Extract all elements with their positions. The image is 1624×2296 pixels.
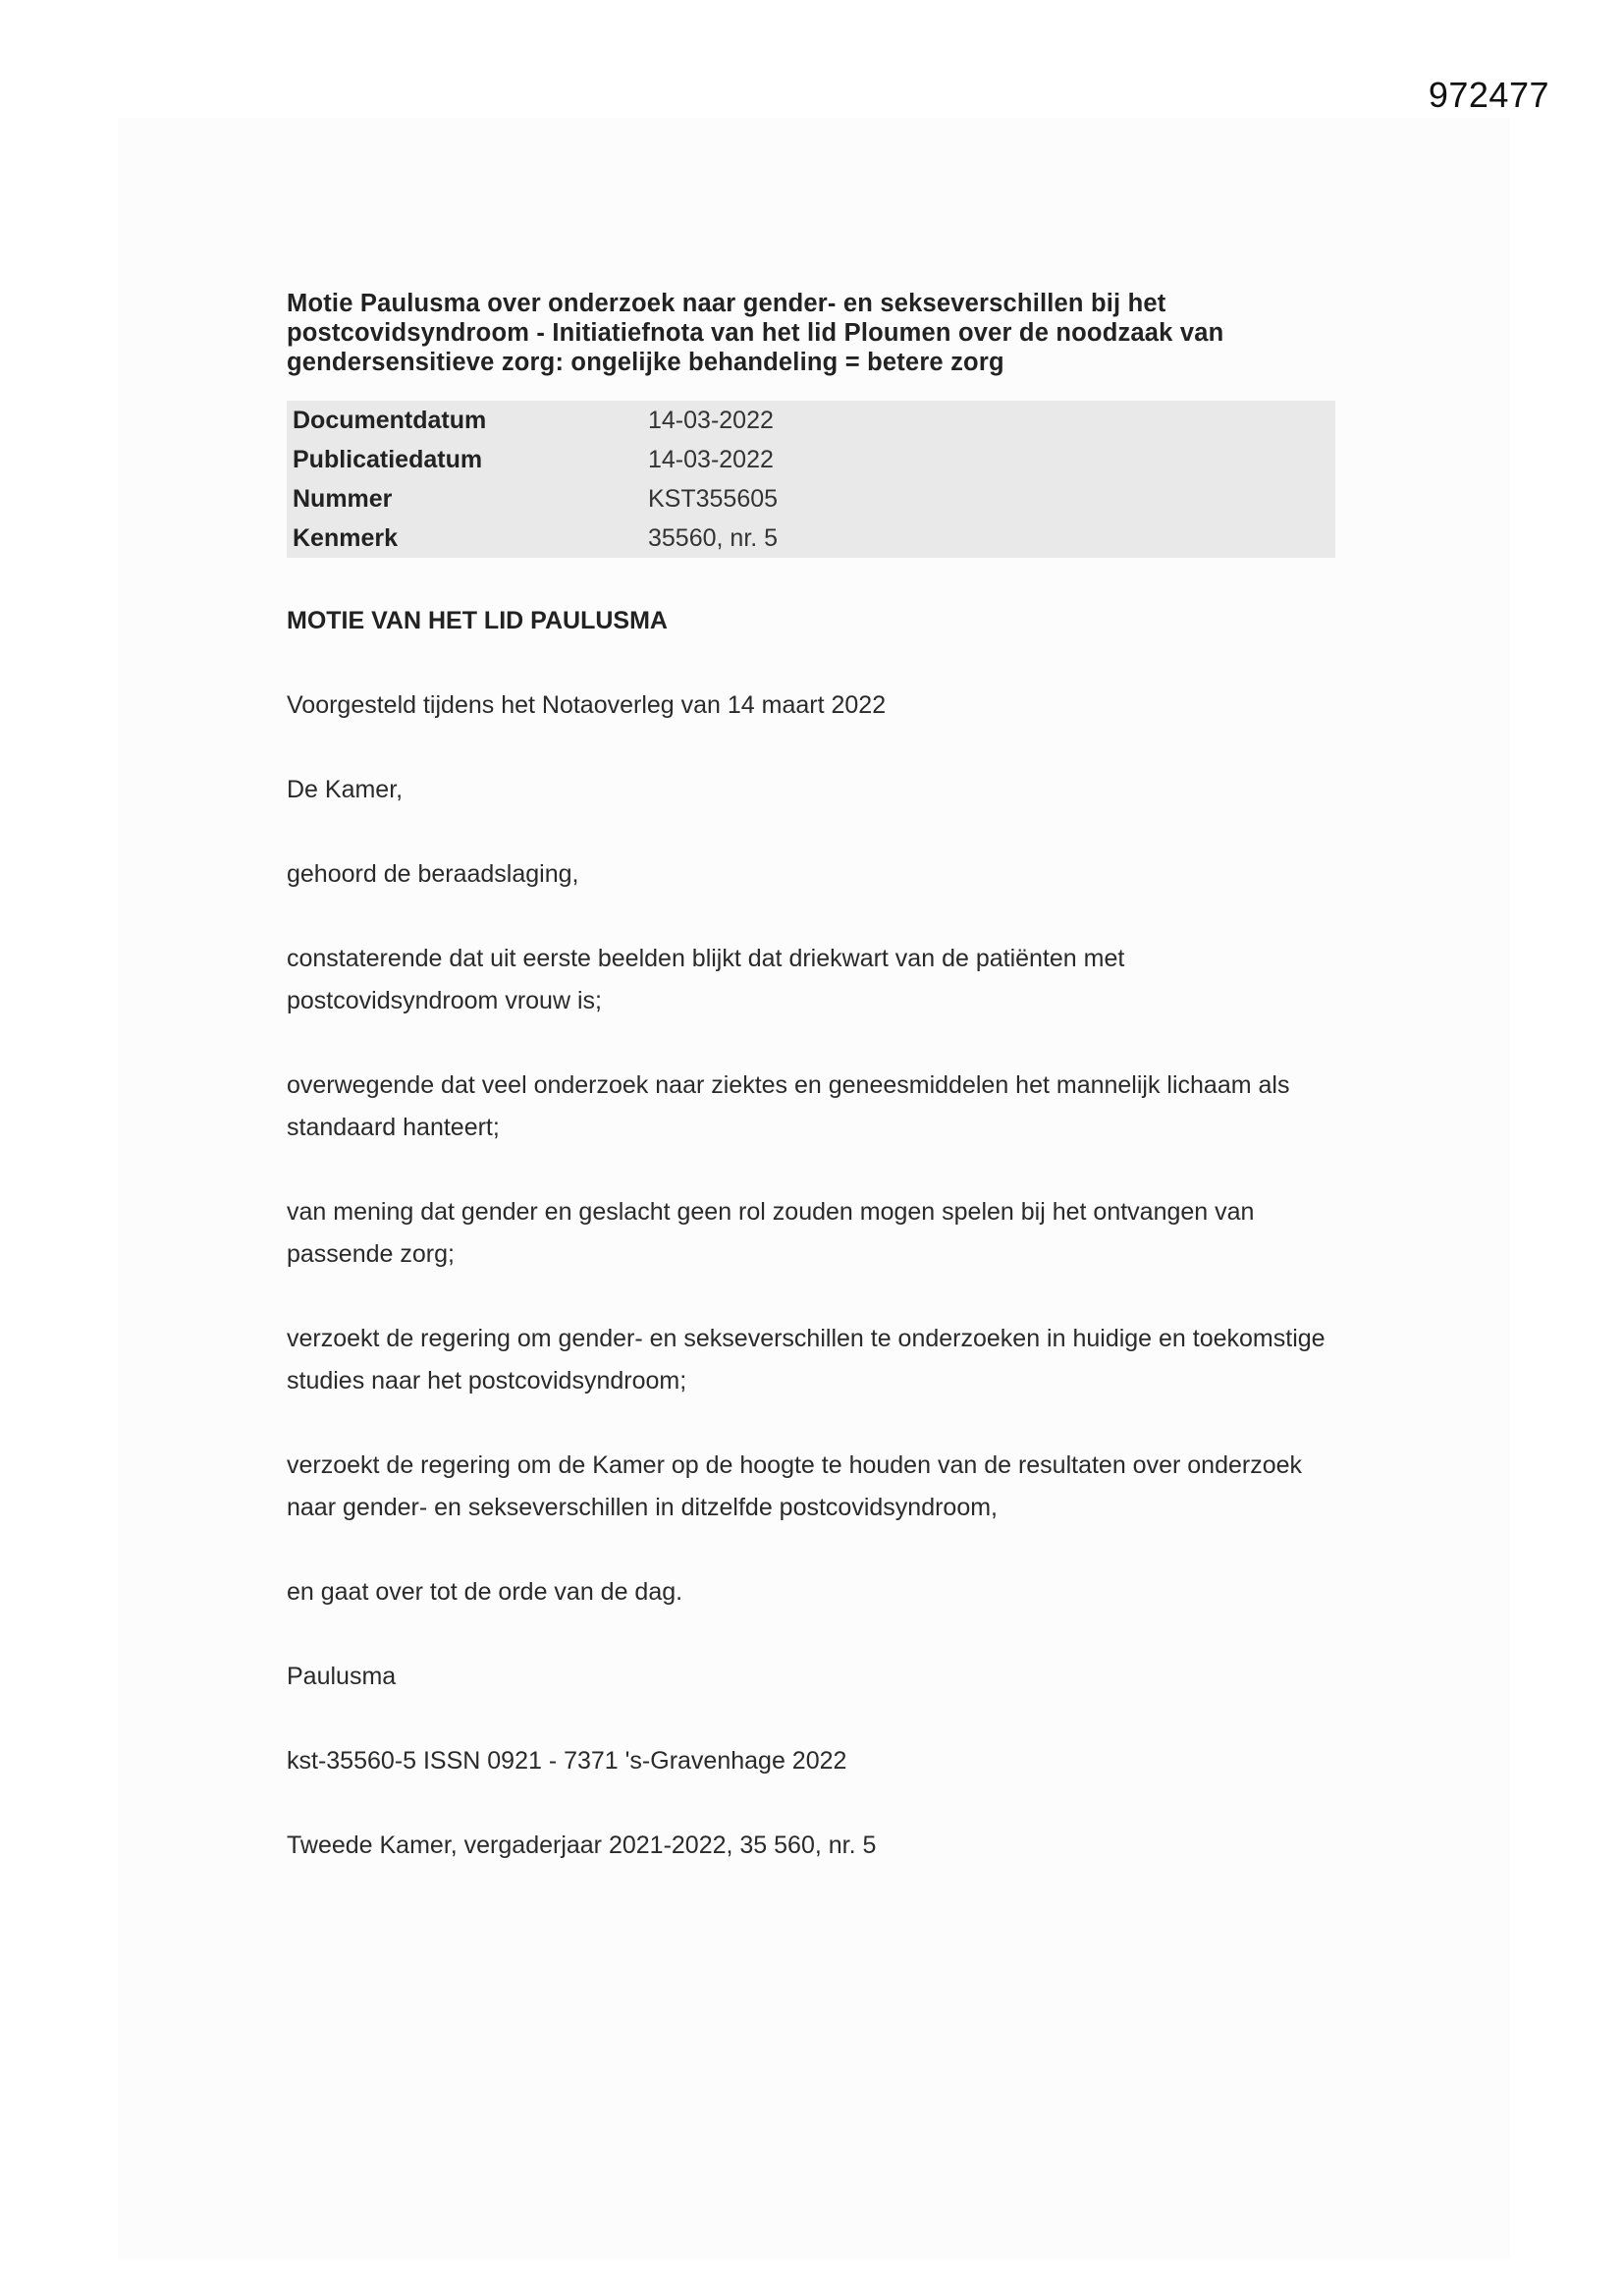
paragraph-request-inform: verzoekt de regering om de Kamer op de hoogte te houden van de resultaten over onderzoek naar gender- en sekseverschillen in ditzelfde postcovidsyndroom, [287, 1451, 1303, 1521]
page-number: 972477 [1428, 75, 1549, 115]
motion-heading: MOTIE VAN HET LID PAULUSMA [287, 607, 668, 634]
parliament-reference: Tweede Kamer, vergaderjaar 2021-2022, 35 560, nr. 5 [287, 1831, 877, 1859]
document-content [287, 289, 1337, 1909]
metadata-label: Documentdatum [293, 406, 487, 434]
document-title: Motie Paulusma over onderzoek naar gender- en sekseverschillen bij het postcovidsyndroom - Initiatiefnota van het lid Ploumen over de noodzaak van gendersensitieve zorg: ongelijke behandeling = betere zorg [287, 290, 1224, 376]
paragraph-proposed: Voorgesteld tijdens het Notaoverleg van 14 maart 2022 [287, 691, 887, 719]
paragraph-deliberation: gehoord de beraadslaging, [287, 860, 579, 888]
metadata-value: KST355605 [648, 484, 779, 513]
paragraph-request-research: verzoekt de regering om gender- en sekseverschillen te onderzoeken in huidige en toekomstige studies naar het postcovidsyndroom; [287, 1325, 1326, 1394]
metadata-row [287, 479, 1335, 519]
paragraph-opinion: van mening dat gender en geslacht geen rol zouden mogen spelen bij het ontvangen van passende zorg; [287, 1198, 1255, 1268]
paragraph-considering: overwegende dat veel onderzoek naar ziektes en geneesmiddelen het mannelijk lichaam als standaard hanteert; [287, 1071, 1290, 1141]
metadata-row [287, 401, 1335, 440]
metadata-row [287, 519, 1335, 558]
signatory: Paulusma [287, 1663, 397, 1690]
paragraph-closing: en gaat over tot de orde van de dag. [287, 1578, 683, 1606]
metadata-label: Nummer [293, 484, 393, 513]
metadata-table [287, 401, 1335, 558]
metadata-value: 14-03-2022 [648, 445, 774, 473]
paragraph-addressee: De Kamer, [287, 776, 404, 803]
metadata-value: 14-03-2022 [648, 406, 774, 434]
metadata-value: 35560, nr. 5 [648, 523, 779, 552]
document-reference: kst-35560-5 ISSN 0921 - 7371 's-Gravenhage 2022 [287, 1747, 847, 1775]
metadata-label: Publicatiedatum [293, 445, 483, 473]
metadata-label: Kenmerk [293, 523, 398, 552]
paragraph-observing: constaterende dat uit eerste beelden blijkt dat driekwart van de patiënten met postcovidsyndroom vrouw is; [287, 945, 1125, 1014]
metadata-row [287, 440, 1335, 479]
